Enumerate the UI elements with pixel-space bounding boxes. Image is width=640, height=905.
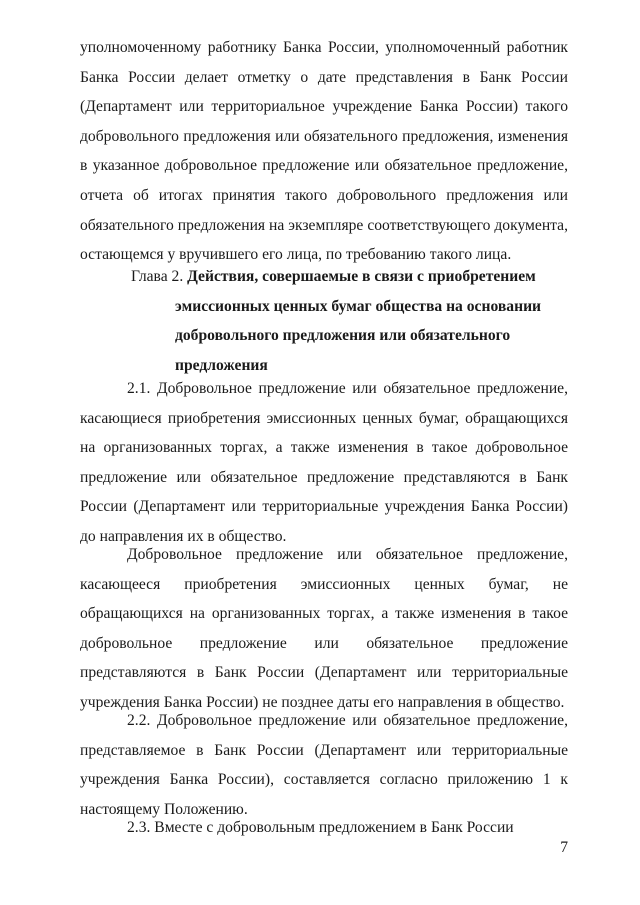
intro-paragraph-text: уполномоченному работнику Банка России, уполномоченный работник Банка России делает отметку о дате представления в Банк России (Департамент или территориальное учреждение Банка России) такого добровольного предложения или обязательного предложения, изменения в указанное добровольное предложение или обязательное предложение, отчета об итогах принятия такого добровольного предложения или обязательного предложения на экземпляре соответствующего документа, остающемся у вручившего его лица, по требованию такого лица.: [80, 39, 568, 264]
chapter-title-line-2: эмиссионных ценных бумаг общества на основании: [175, 297, 542, 315]
paragraph-2-3: [80, 813, 568, 843]
paragraph-2-2: [80, 706, 568, 824]
chapter-heading: [131, 262, 551, 380]
paragraph-2-1: [80, 374, 568, 552]
chapter-title-line-4: предложения: [175, 356, 268, 374]
chapter-number: Глава 2.: [131, 268, 184, 285]
chapter-title-line-3: добровольного предложения или обязательного: [175, 327, 511, 345]
paragraph-2-1-second: [80, 540, 568, 718]
paragraph-2-1-second-text: Добровольное предложение или обязательное предложение, касающееся приобретения эмиссионных ценных бумаг, не обращающихся на организованных торгах, а также изменения в такое добровольное предложение или обязательное предложение представляются в Банк России (Департамент или территориальные учреждения Банка России) не позднее даты его направления в общество.: [80, 546, 568, 711]
chapter-title-line-1: Действия, совершаемые в связи с приобретением: [187, 268, 536, 285]
paragraph-2-1-text: 2.1. Добровольное предложение или обязательное предложение, касающиеся приобретения эмиссионных ценных бумаг, обращающихся на организованных торгах, а также изменения в такое добровольное предложение или обязательное предложение представляются в Банк России (Департамент или территориальные учреждения Банка России) до направления их в общество.: [80, 380, 568, 545]
chapter-heading-line-1: [131, 262, 551, 292]
paragraph-2-2-text: 2.2. Добровольное предложение или обязательное предложение, представляемое в Банк России (Департамент или территориальные учреждения Банка России), составляется согласно приложению 1 к настоящему Положению.: [80, 712, 568, 818]
page-number: 7: [560, 839, 568, 856]
intro-paragraph: [80, 33, 568, 270]
paragraph-2-3-text: 2.3. Вместе с добровольным предложением в Банк России: [127, 819, 514, 836]
